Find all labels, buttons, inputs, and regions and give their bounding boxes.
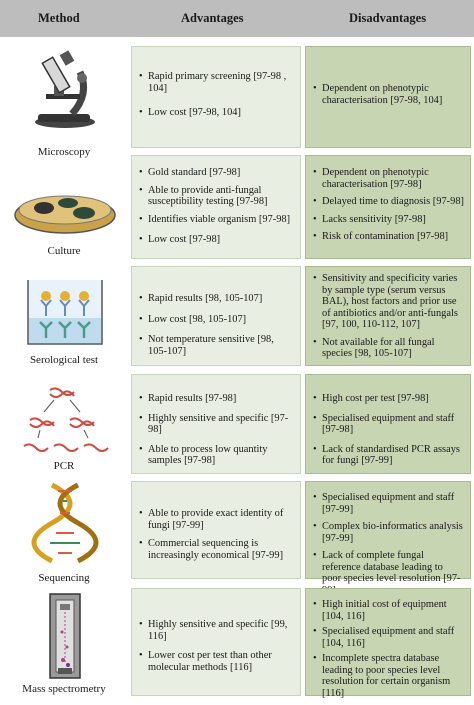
- advantage-item: • Able to provide exact identity of fungi [97-99]: [136, 508, 294, 531]
- method-label: Microscopy: [37, 146, 91, 158]
- advantages-cell: [131, 481, 301, 579]
- advantage-item: • Low cost [98, 105-107]: [136, 314, 294, 326]
- disadvantage-item: • Specialised equipment and staff [97-98]: [310, 413, 464, 436]
- method-label: Sequencing: [38, 572, 90, 584]
- disadvantage-item: • Lacks sensitivity [97-98]: [310, 214, 464, 226]
- advantage-item: • Highly sensitive and specific [97-98]: [136, 413, 294, 436]
- header-advantages: Advantages: [181, 11, 244, 25]
- dna-strands-icon: [10, 384, 120, 456]
- method-label: Culture: [47, 245, 81, 257]
- advantage-item: • Low cost [97-98, 104]: [136, 107, 294, 119]
- disadvantage-item: • Lack of standardised PCR assays for fungi [97-99]: [310, 444, 464, 467]
- disadvantage-item: • Risk of contamination [97-98]: [310, 231, 464, 243]
- advantages-cell: [131, 374, 301, 474]
- advantage-item: • Rapid results [97-98]: [136, 393, 294, 405]
- disadvantages-cell: [305, 266, 471, 366]
- disadvantages-cell: [305, 374, 471, 474]
- antibody-assay-icon: [10, 278, 120, 348]
- disadvantage-item: • Specialised equipment and staff [104, 116]: [310, 626, 464, 649]
- advantage-item: • Low cost [97-98]: [136, 234, 294, 246]
- row-mass-spectrometry: [0, 588, 474, 699]
- advantage-item: • Gold standard [97-98]: [136, 167, 294, 179]
- advantage-item: • Highly sensitive and specific [99, 116]: [136, 619, 294, 642]
- advantages-cell: [131, 588, 301, 696]
- microscope-icon: [10, 50, 120, 130]
- advantage-item: • Able to provide anti-fungal susceptibility testing [97-98]: [136, 185, 294, 208]
- mass-spectrometer-icon: [10, 592, 120, 680]
- disadvantage-item: • Specialised equipment and staff [97-99]: [310, 492, 464, 515]
- advantages-cell: [131, 266, 301, 366]
- advantage-item: • Able to process low quantity samples [97-98]: [136, 444, 294, 467]
- petri-dish-icon: [10, 183, 120, 243]
- row-pcr: [0, 374, 474, 474]
- advantage-item: • Lower cost per test than other molecular methods [116]: [136, 650, 294, 673]
- disadvantage-item: • Delayed time to diagnosis [97-98]: [310, 196, 464, 208]
- advantage-item: • Not temperature sensitive [98, 105-107]: [136, 334, 294, 357]
- row-microscopy: [0, 46, 474, 158]
- method-label: Serological test: [29, 354, 99, 366]
- method-label: Mass spectrometry: [22, 683, 106, 695]
- disadvantage-item: • High initial cost of equipment [104, 116]: [310, 599, 464, 622]
- disadvantage-item: • Complex bio-informatics analysis [97-99]: [310, 521, 464, 544]
- advantages-cell: [131, 46, 301, 148]
- row-sequencing: [0, 481, 474, 584]
- advantage-item: • Commercial sequencing is increasingly economical [97-99]: [136, 538, 294, 561]
- disadvantage-item: • High cost per test [97-98]: [310, 393, 464, 405]
- disadvantage-item: • Not available for all fungal species [98, 105-107]: [310, 337, 464, 360]
- disadvantage-item: • Lack of complete fungal reference database leading to poor species level resolution [97-: [310, 550, 464, 596]
- row-culture: [0, 155, 474, 259]
- disadvantages-cell: [305, 155, 471, 259]
- disadvantage-item: • Dependent on phenotypic characterisation [97-98]: [310, 167, 464, 190]
- disadvantages-cell: [305, 46, 471, 148]
- disadvantages-cell: [305, 481, 471, 584]
- advantage-item: • Rapid results [98, 105-107]: [136, 293, 294, 305]
- table-header: [0, 0, 474, 37]
- row-serological-test: [0, 266, 474, 366]
- advantage-item: • Identifies viable organism [97-98]: [136, 214, 294, 226]
- disadvantage-item: • Sensitivity and specificity varies by sample type (serum versus BAL), host factors and prior use of antibiotics and/or anti-fungals [97, 100, 110-112, 107]: [310, 273, 464, 331]
- method-label: PCR: [53, 460, 75, 472]
- advantages-cell: [131, 155, 301, 259]
- header-disadvantages: Disadvantages: [349, 11, 427, 25]
- disadvantages-cell: [305, 588, 471, 699]
- disadvantage-item: • Dependent on phenotypic characterisation [97-98, 104]: [310, 83, 464, 106]
- advantage-item: • Rapid primary screening [97-98 , 104]: [136, 71, 294, 94]
- dna-helix-icon: [10, 481, 120, 565]
- header-method: Method: [38, 11, 80, 25]
- disadvantage-item: • Incomplete spectra database leading to poor species level resolution for certain organism [116]: [310, 653, 464, 699]
